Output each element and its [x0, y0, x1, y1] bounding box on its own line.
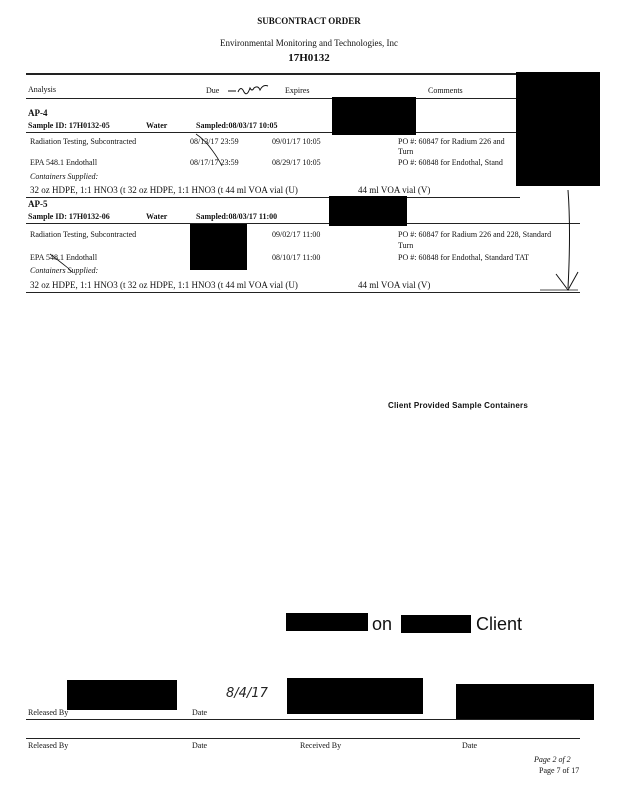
- row-expires: 08/29/17 10:05: [272, 158, 321, 167]
- row-expires: 09/01/17 10:05: [272, 137, 321, 146]
- containers-label: Containers Supplied:: [30, 172, 99, 181]
- row-comments-continued: Turn: [398, 147, 414, 156]
- sample-end-divider: [26, 197, 520, 198]
- date-label: Date: [462, 741, 478, 750]
- redaction-block: [329, 196, 407, 226]
- col-comments: Comments: [428, 86, 463, 95]
- row-analysis: Radiation Testing, Subcontracted: [30, 137, 137, 146]
- client-provided-note: Client Provided Sample Containers: [388, 401, 528, 410]
- handwritten-scribble-icon: [226, 82, 274, 96]
- sample-matrix: Water: [146, 212, 168, 221]
- sample-matrix: Water: [146, 121, 168, 130]
- row-comments: PO #: 60848 for Endothal, Stand: [398, 158, 503, 167]
- col-analysis: Analysis: [28, 85, 56, 94]
- redaction-block: [516, 72, 600, 186]
- row-comments: PO #: 60847 for Radium 226 and: [398, 137, 505, 146]
- redaction-block: [286, 613, 368, 631]
- col-due: Due: [206, 86, 220, 95]
- redaction-block: [332, 97, 416, 135]
- date-label: Date: [192, 708, 208, 717]
- row-analysis: EPA 548.1 Endothall: [30, 253, 98, 262]
- containers-list: 32 oz HDPE, 1:1 HNO3 (t 32 oz HDPE, 1:1 HNO3 (t 44 ml VOA vial (U): [30, 280, 298, 290]
- containers-extra: 44 ml VOA vial (V): [358, 185, 431, 195]
- signature-line: [26, 738, 580, 739]
- column-header-divider: [26, 98, 580, 99]
- sample-group-label: AP-5: [28, 199, 48, 209]
- sample-id: Sample ID: 17H0132-06: [28, 212, 110, 221]
- sample-divider: [26, 223, 580, 224]
- containers-label: Containers Supplied:: [30, 266, 99, 275]
- custody-on: on: [372, 614, 393, 634]
- row-due: 08/17/17 23:59: [190, 158, 239, 167]
- row-analysis: Radiation Testing, Subcontracted: [30, 230, 137, 239]
- released-by-label: Released By: [28, 708, 69, 717]
- page-total: Page 7 of 17: [539, 766, 580, 775]
- header-divider: [26, 73, 580, 75]
- signature-line: [26, 719, 580, 720]
- row-comments-continued: Turn: [398, 241, 414, 250]
- col-expires: Expires: [285, 86, 310, 95]
- sample-end-divider: [26, 292, 580, 293]
- row-expires: 08/10/17 11:00: [272, 253, 321, 262]
- custody-client: Client: [476, 614, 523, 634]
- date-label: Date: [192, 741, 208, 750]
- row-analysis: EPA 548.1 Endothall: [30, 158, 98, 167]
- row-expires: 09/02/17 11:00: [272, 230, 321, 239]
- order-number: 17H0132: [288, 52, 330, 64]
- sample-id: Sample ID: 17H0132-05: [28, 121, 110, 130]
- row-comments: PO #: 60847 for Radium 226 and 228, Standard: [398, 230, 552, 239]
- sampled-datetime: Sampled:08/03/17 11:00: [196, 212, 278, 221]
- page-number: Page 2 of 2: [534, 755, 571, 764]
- redaction-block: [456, 684, 594, 720]
- received-by-label: Received By: [300, 741, 342, 750]
- row-comments: PO #: 60848 for Endothal, Standard TAT: [398, 253, 529, 262]
- released-by-label: Released By: [28, 741, 69, 750]
- sampled-datetime: Sampled:08/03/17 10:05: [196, 121, 278, 130]
- sample-group-label: AP-4: [28, 108, 48, 118]
- sample-divider: [26, 132, 520, 133]
- containers-list: 32 oz HDPE, 1:1 HNO3 (t 32 oz HDPE, 1:1 HNO3 (t 44 ml VOA vial (U): [30, 185, 298, 195]
- row-due: 08/13/17 23:59: [190, 137, 239, 146]
- document-title: SUBCONTRACT ORDER: [257, 16, 361, 26]
- organization-name: Environmental Monitoring and Technologies, Inc: [220, 38, 398, 48]
- redaction-block: [190, 224, 247, 270]
- containers-extra: 44 ml VOA vial (V): [358, 280, 431, 290]
- handwritten-date: 8/4/17: [226, 686, 268, 701]
- redaction-block: [67, 680, 177, 710]
- redaction-block: [401, 615, 471, 633]
- redaction-block: [287, 678, 423, 714]
